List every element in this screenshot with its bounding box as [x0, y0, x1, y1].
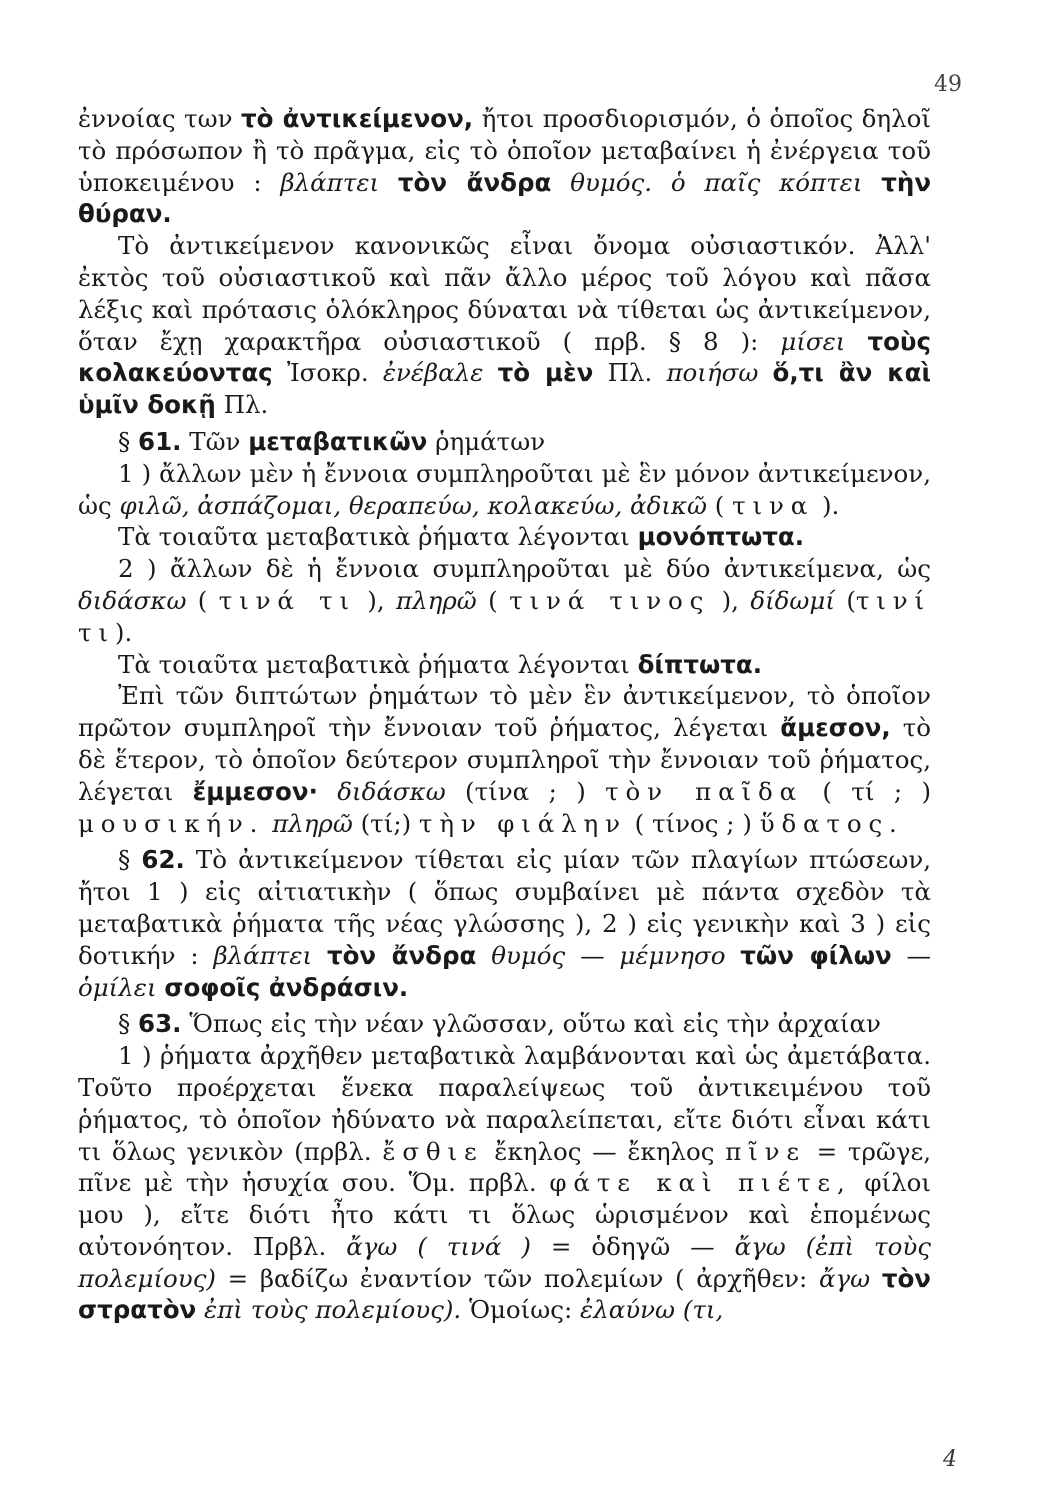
example-spaced: φάτε καὶ πιέτε,: [549, 1168, 852, 1198]
example-spaced: τινα: [732, 490, 815, 520]
text-run: 1 ) ἄλλων μὲν ἡ ἔννοια συμπληροῦται μὲ ἓν μόνον ἀντικείμενον, ὡς: [78, 458, 931, 520]
text-run: Ὅπως εἰς τὴν νέαν γλῶσσαν, οὕτω καὶ εἰς τὴν ἀρχαίαν: [181, 1009, 881, 1039]
example-italic: ἄγω: [818, 1263, 871, 1293]
emphasis-bold: 61.: [138, 426, 182, 456]
text-run: [196, 1295, 204, 1324]
text-run: [758, 358, 772, 387]
text-run: —: [565, 940, 620, 970]
text-run: Ἰσοκρ.: [272, 358, 383, 388]
text-run: Τὰ τοιαῦτα μεταβατικὰ ῥήματα λέγονται: [118, 649, 638, 679]
text-run: [845, 327, 867, 356]
text-run: [264, 809, 272, 838]
example-italic: διδάσκω: [337, 776, 446, 806]
text-run: φίλοι μου ), εἴτε διότι ἦτο κάτι τι ὅλως ὡρισμένον καὶ ἑπομένως αὐτονόητον. Πρβλ.: [78, 1168, 932, 1261]
text-run: ῥημάτων: [427, 426, 546, 456]
text-run: = βαδίζω ἐναντίον τῶν πολεμίων ( ἀρχῆθεν:: [215, 1263, 819, 1293]
text-run: Ὁμοίως:: [461, 1295, 581, 1325]
text-run: 1 ) ῥήματα ἀρχῆθεν μεταβατικὰ λαμβάνονται καὶ ὡς ἀμετάβατα. Τοῦτο προέρχεται ἕνεκα παραλείψεως τοῦ ἀντικειμένου τοῦ ῥήματος, τὸ ὁποῖον ἠδύνατο νὰ παραλείπεται, εἴτε διότι εἶναι κάτι τι ὅλως γενικὸν (πρβλ.: [78, 1041, 931, 1166]
emphasis-bold: τὸ ἀντικείμενον,: [240, 104, 474, 133]
paragraph-direct-indirect: [78, 680, 931, 839]
text-run: (: [834, 585, 856, 615]
emphasis-bold: τῶν φίλων: [740, 940, 892, 970]
emphasis-bold: τὸν ἄνδρα: [397, 167, 552, 197]
text-run: ἔκηλος — ἔκηλος: [483, 1136, 726, 1166]
text-run: [870, 1264, 882, 1293]
example-spaced: τὴν φιάλην: [418, 808, 627, 838]
example-italic: βλάπτει: [280, 167, 380, 197]
text-run: 2 ) ἄλλων δὲ ἡ ἔννοια συμπληροῦται μὲ δύο ἀντικείμενα, ὡς: [118, 554, 931, 584]
example-spaced: τινί τι: [78, 585, 931, 647]
paragraph-transitive-as-intransitive: [78, 1040, 931, 1326]
text-run: [725, 941, 740, 970]
emphasis-bold: τὸν στρατὸν: [78, 1263, 931, 1325]
signature-mark: 4: [943, 1447, 957, 1472]
text-run: Τὸ ἀντικείμενον κανονικῶς εἶναι ὄνομα οὐσιαστικόν. Ἀλλ' ἐκτὸς τοῦ οὐσιαστικοῦ καὶ πᾶν ἄλλο μέρος τοῦ λόγου καὶ πᾶσα λέξις καὶ πρότασις ὁλόκληρος δύναται νὰ τίθεται ὡς ἀντικείμενον, ὅταν ἔχῃ χαρακτῆρα οὐσιαστικοῦ ( πρβ. § 8 ):: [78, 231, 931, 356]
section-63-heading: [78, 1008, 931, 1040]
text-run: (: [476, 585, 510, 615]
example-spaced: τινά τι: [218, 585, 356, 615]
text-run: Τὰ τοιαῦτα μεταβατικὰ ῥήματα λέγονται: [118, 522, 638, 552]
emphasis-bold: τοὺς κολακεύοντας: [78, 326, 931, 388]
example-italic: θυμός: [491, 940, 566, 970]
text-run: ).: [814, 490, 840, 520]
text-run: ( τί ; ): [803, 776, 932, 806]
body-text: [78, 103, 931, 1326]
emphasis-bold: δίπτωτα.: [637, 649, 763, 679]
emphasis-bold: 63.: [138, 1009, 182, 1039]
emphasis-bold: τὴν θύραν.: [78, 167, 932, 229]
paragraph-diptota-examples: [78, 553, 931, 648]
text-run: ),: [710, 585, 751, 615]
example-italic: δίδωμί: [750, 585, 835, 615]
text-run: [312, 941, 327, 970]
text-run: (τί;): [352, 808, 419, 838]
text-run: [318, 777, 337, 806]
example-spaced: τὸν παῖδα: [605, 776, 803, 806]
emphasis-bold: μεταβατικῶν: [248, 426, 428, 456]
example-italic: ποιήσω: [666, 358, 759, 388]
page-number: 49: [934, 72, 962, 97]
text-run: Ἐπὶ τῶν διπτώτων ῥημάτων τὸ μὲν ἓν ἀντικείμενον, τὸ ὁποῖον πρῶτον συμπληροῖ τὴν ἔννοιαν τοῦ ῥήματος, λέγεται: [78, 681, 931, 743]
example-italic: μέμνησο: [619, 940, 726, 970]
text-run: Τὸ ἀντικείμενον τίθεται εἰς μίαν τῶν πλαγίων πτώσεων, ἤτοι 1 ) εἰς αἰτιατικὴν ( ὅπως συμβαίνει μὲ πάντα σχεδὸν τὰ μεταβατικὰ ῥήματα τῆς νέας γλώσσης ), 2 ) εἰς γενικὴν καὶ 3 ) εἰς δοτικήν :: [78, 845, 932, 970]
example-spaced: τινά τινος: [509, 585, 711, 615]
emphasis-bold: ἄμεσον,: [780, 713, 891, 743]
example-spaced: μουσικήν.: [78, 808, 265, 838]
example-italic: πληρῶ: [396, 585, 477, 615]
emphasis-bold: τὸν ἄνδρα: [326, 940, 477, 970]
example-italic: πληρῶ: [272, 808, 353, 838]
text-run: = τρῶγε, πῖνε μὲ τὴν ἡσυχία σου. Ὅμ. πρβλ.: [78, 1136, 931, 1198]
text-run: [551, 168, 570, 197]
paragraph-monoptota-examples: [78, 458, 931, 522]
example-spaced: πῖνε: [725, 1136, 806, 1166]
emphasis-bold: ἔμμεσον·: [192, 776, 318, 806]
example-italic: ἐλαύνω (τι,: [580, 1295, 724, 1325]
example-italic: ἐπὶ τοὺς πολεμίους).: [204, 1295, 462, 1325]
text-run: Πλ.: [215, 390, 269, 420]
paragraph-diptota: [78, 649, 931, 681]
example-italic: διδάσκω: [78, 585, 187, 615]
example-italic: ἐνέβαλε: [382, 358, 484, 388]
emphasis-bold: 62.: [141, 845, 185, 875]
text-run: Πλ.: [593, 358, 667, 388]
text-run: ),: [355, 585, 397, 615]
text-run: [379, 168, 398, 197]
example-italic: ἄγω ( τινά ): [346, 1231, 531, 1261]
text-run: (: [186, 585, 219, 615]
text-run: Τῶν: [181, 426, 249, 456]
text-run: τὸ δὲ ἕτερον, τὸ ὁποῖον δεύτερον συμπληροῖ τὴν ἔννοιαν τοῦ ῥήματος, λέγεται: [78, 713, 932, 806]
text-run: ).: [114, 617, 133, 647]
text-run: ἤτοι προσδιορισμόν, ὁ ὁποῖος δηλοῖ τὸ πρόσωπον ἢ τὸ πρᾶγμα, εἰς τὸ ὁποῖον μεταβαίνει ἡ ἐνέργεια τοῦ ὑποκειμένου :: [78, 104, 931, 197]
paragraph-object-noun: [78, 230, 931, 421]
text-run: [483, 358, 497, 387]
example-italic: ἄγω (ἐπὶ τοὺς πολεμίους): [78, 1231, 931, 1293]
example-italic: φιλῶ, ἀσπάζομαι, θεραπεύω, κολακεύω, ἀδικῶ: [119, 490, 707, 520]
text-run: = ὁδηγῶ —: [530, 1231, 735, 1261]
example-spaced: ἔσθιε: [382, 1136, 484, 1166]
emphasis-bold: σοφοῖς ἀνδράσιν.: [164, 972, 409, 1002]
example-italic: ὁμίλει: [78, 972, 157, 1002]
example-italic: βλάπτει: [213, 940, 313, 970]
text-run: (τίνα ; ): [445, 776, 606, 806]
emphasis-bold: τὸ μὲν: [497, 358, 594, 388]
text-run: §: [118, 845, 142, 875]
text-run: —: [891, 940, 932, 970]
text-run: §: [118, 1009, 139, 1039]
section-61-heading: [78, 426, 931, 458]
emphasis-bold: μονόπτωτα.: [637, 522, 805, 552]
text-run: [862, 168, 881, 197]
emphasis-bold: ὅ,τι ἂν καὶ ὑμῖν δοκῇ: [78, 358, 931, 420]
text-run: ( τίνος ; ): [626, 808, 760, 838]
paragraph-object-definition: [78, 103, 931, 230]
example-italic: θυμός. ὁ παῖς κόπτει: [570, 167, 863, 197]
text-run: (: [706, 490, 733, 520]
text-run: §: [118, 426, 139, 456]
example-italic: μίσει: [780, 326, 846, 356]
text-run: [476, 941, 491, 970]
text-run: ἐννοίας των: [78, 104, 241, 133]
section-62: [78, 844, 931, 1003]
example-spaced: ὕδατος.: [759, 808, 904, 838]
paragraph-monoptota: [78, 521, 931, 553]
